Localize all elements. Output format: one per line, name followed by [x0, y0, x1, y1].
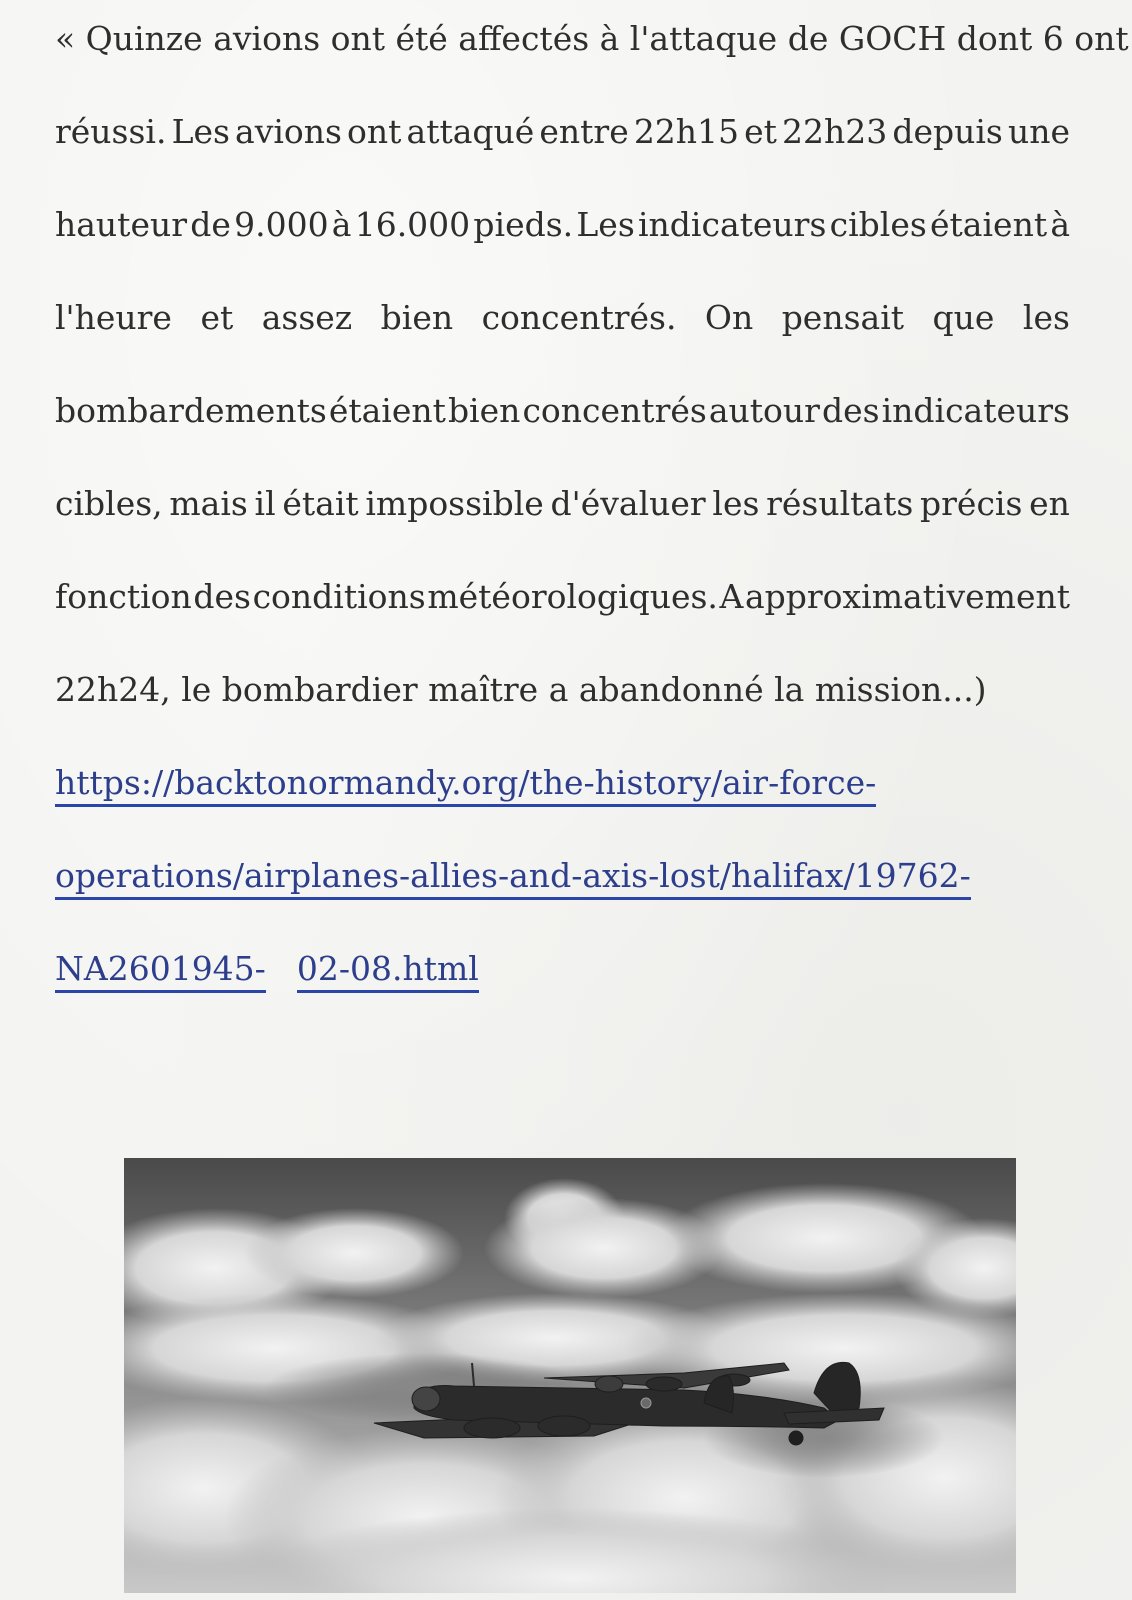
link-text-3b[interactable]: 02-08.html [297, 949, 479, 993]
word: 22h23 [782, 112, 888, 151]
word: étaient [930, 205, 1048, 244]
word: précis [920, 484, 1023, 523]
paragraph-line [55, 103, 1070, 196]
word: attaqué [406, 112, 535, 151]
word: météorologiques. [427, 577, 718, 616]
word: il [254, 484, 276, 523]
word: à [1050, 205, 1070, 244]
word: des [193, 577, 251, 616]
word: indicateurs [881, 391, 1070, 430]
line-text: « Quinze avions ont été affectés à l'attaque de GOCH dont 6 ont [55, 19, 1129, 58]
word: autour [708, 391, 820, 430]
word: bombardements [55, 391, 327, 430]
paragraph-line [55, 475, 1070, 568]
word: bien [380, 298, 454, 337]
word: mais [169, 484, 248, 523]
word: en [1029, 484, 1070, 523]
word: pensait [781, 298, 905, 337]
word: indicateurs [637, 205, 827, 244]
word: concentrés. [481, 298, 677, 337]
link-text-1[interactable]: https://backtonormandy.org/the-history/air-force- [55, 763, 876, 807]
word: résultats [766, 484, 914, 523]
word: des [821, 391, 880, 430]
paragraph-line [55, 289, 1070, 382]
word: conditions [252, 577, 426, 616]
word: impossible [365, 484, 544, 523]
link-line-1[interactable] [55, 754, 1070, 847]
word: 16.000 [354, 205, 471, 244]
paragraph-line [55, 382, 1070, 475]
word: fonction [55, 577, 192, 616]
word: depuis [892, 112, 1003, 151]
word: avions [235, 112, 342, 151]
word: cibles, [55, 484, 163, 523]
word: à [331, 205, 352, 244]
word: les [712, 484, 760, 523]
word: étaient [328, 391, 446, 430]
paragraph-line [55, 196, 1070, 289]
word: pieds. [473, 205, 574, 244]
word: On [704, 298, 754, 337]
word: une [1007, 112, 1070, 151]
word: Les [576, 205, 635, 244]
paragraph-line [55, 10, 1129, 103]
link-line-2[interactable] [55, 847, 1070, 940]
word: de [190, 205, 231, 244]
word: concentrés [522, 391, 707, 430]
word: et [200, 298, 234, 337]
word: ont [347, 112, 402, 151]
word: assez [261, 298, 353, 337]
word: entre [539, 112, 629, 151]
word: que [932, 298, 995, 337]
word: approximativement [744, 577, 1070, 616]
word: bien [447, 391, 521, 430]
paragraph-line [55, 568, 1070, 661]
link-line-3[interactable] [55, 940, 1070, 1033]
word: les [1022, 298, 1070, 337]
word: réussi. [55, 112, 167, 151]
word: d'évaluer [550, 484, 706, 523]
link-text-3a[interactable]: NA2601945- [55, 949, 266, 993]
source-link[interactable] [55, 754, 1070, 1033]
word: Les [171, 112, 230, 151]
line-text: 22h24, le bombardier maître a abandonné la mission...) [55, 670, 987, 709]
word: A [719, 577, 744, 616]
word: 9.000 [234, 205, 329, 244]
paragraph-line [55, 661, 1070, 754]
word: l'heure [55, 298, 172, 337]
word: et [744, 112, 777, 151]
word: était [282, 484, 359, 523]
word: hauteur [55, 205, 187, 244]
paragraph [55, 10, 1129, 754]
word: cibles [829, 205, 927, 244]
word: 22h15 [633, 112, 740, 151]
aircraft-photo [124, 1158, 1016, 1593]
link-text-2[interactable]: operations/airplanes-allies-and-axis-lost/halifax/19762- [55, 856, 971, 900]
